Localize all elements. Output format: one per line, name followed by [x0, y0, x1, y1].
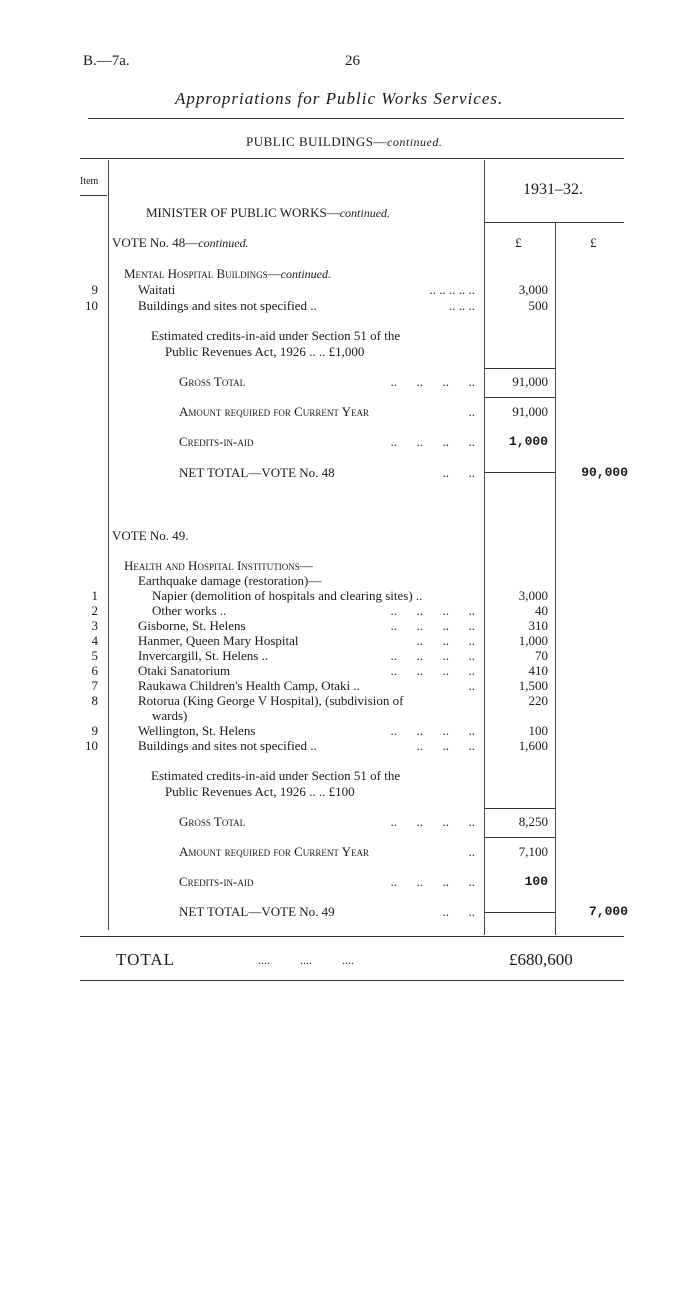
- vote-48-group-title: Mental Hospital Buildings—: [124, 266, 281, 281]
- leader-dots: ..: [468, 404, 475, 419]
- amount-required-amount: 7,100: [518, 844, 548, 859]
- minister-continued: continued.: [339, 206, 391, 220]
- credits-note-line-1: Estimated credits-in-aid under Section 51 of the: [151, 328, 401, 343]
- credits-note-line-2: Public Revenues Act, 1926 .. .. £1,000: [165, 344, 365, 359]
- item-number: 1: [91, 588, 98, 603]
- item-label: Waitati: [138, 282, 176, 297]
- credits-note-line-2: Public Revenues Act, 1926 .. .. £100: [165, 784, 355, 799]
- credits-in-aid-amount: 100: [524, 874, 548, 889]
- vote-48-title: VOTE No. 48—: [112, 235, 199, 250]
- leader-dots: .. .. .. ..: [390, 374, 475, 389]
- item-label: Other works ..: [152, 603, 227, 618]
- item-label: Gisborne, St. Helens: [138, 618, 246, 633]
- vote-49-group-heading: Health and Hospital Institutions—: [124, 558, 313, 573]
- leader-dots: .. .. ..: [416, 633, 475, 648]
- item-number: 9: [91, 723, 98, 738]
- item-amount: 1,500: [518, 678, 548, 693]
- amount-column-rule-1: [484, 160, 485, 935]
- leader-dots: .. .. .. ..: [390, 723, 475, 738]
- amount-required-label: Amount required for Current Year: [179, 844, 369, 859]
- item-column-label: Item: [80, 176, 99, 187]
- credits-in-aid-label: Credits-in-aid: [179, 874, 254, 889]
- item-number: 3: [91, 618, 98, 633]
- net-total-amount: 90,000: [581, 465, 628, 480]
- gross-total-rule: [485, 808, 555, 809]
- vote-49-heading: VOTE No. 49.: [112, 528, 189, 543]
- gross-total-label: Gross Total: [179, 374, 246, 389]
- minister-heading: [146, 205, 390, 221]
- credits-in-aid-amount: 1,000: [508, 434, 548, 449]
- leader-dots: .. .. .. ..: [390, 603, 475, 618]
- leader-dots: .. .. .. ..: [390, 663, 475, 678]
- vote-49-subgroup-heading: Earthquake damage (restoration)—: [138, 573, 322, 588]
- item-number: 7: [91, 678, 98, 693]
- item-number: 8: [91, 693, 98, 708]
- item-label: Buildings and sites not specified ..: [138, 738, 317, 753]
- item-label: Otaki Sanatorium: [138, 663, 231, 678]
- gross-total-amount: 8,250: [518, 814, 548, 829]
- vote-48-group-continued: continued.: [280, 267, 331, 281]
- section-heading: [246, 134, 442, 150]
- leader-dots: .. ..: [442, 465, 475, 480]
- leader-dots: .. .. ..: [416, 738, 475, 753]
- item-number: 6: [91, 663, 98, 678]
- item-number: 9: [91, 282, 98, 297]
- grand-total-amount: £680,600: [509, 950, 573, 969]
- net-total-label: NET TOTAL—VOTE No. 49: [179, 904, 335, 919]
- net-total-label: NET TOTAL—VOTE No. 48: [179, 465, 335, 480]
- year-header-rule: [485, 222, 624, 223]
- net-total-rule: [485, 912, 555, 913]
- vote-48-heading: [112, 235, 249, 251]
- item-amount: 500: [528, 298, 548, 313]
- footer-rule: [80, 980, 624, 981]
- currency-symbol-2: £: [590, 235, 597, 250]
- credits-note-line-1: Estimated credits-in-aid under Section 51 of the: [151, 768, 401, 783]
- leader-dots: .. .. .. ..: [390, 814, 475, 829]
- item-amount: 40: [535, 603, 548, 618]
- document-reference: B.—7a.: [83, 53, 130, 69]
- section-name: PUBLIC BUILDINGS—: [246, 134, 388, 149]
- net-total-amount: 7,000: [588, 904, 628, 919]
- title-rule: [88, 118, 624, 119]
- minister-name: MINISTER OF PUBLIC WORKS—: [146, 205, 340, 220]
- net-total-rule: [485, 472, 555, 473]
- amount-required-rule: [485, 397, 555, 398]
- leader-dots: .. .. ..: [449, 298, 475, 313]
- item-number: 4: [91, 633, 98, 648]
- table-top-rule: [80, 158, 624, 159]
- item-amount: 3,000: [518, 588, 548, 603]
- section-continued: continued.: [387, 135, 443, 149]
- leader-dots: ..: [468, 844, 475, 859]
- item-amount: 1,000: [518, 633, 548, 648]
- amount-required-rule: [485, 837, 555, 838]
- item-amount: 410: [528, 663, 548, 678]
- leader-dots: .. .. .. ..: [390, 874, 475, 889]
- item-number: 5: [91, 648, 98, 663]
- leader-dots: .. .. .. .. ..: [429, 282, 475, 297]
- item-label-continued: wards): [152, 708, 188, 723]
- amount-required-label: Amount required for Current Year: [179, 404, 369, 419]
- gross-total-label: Gross Total: [179, 814, 246, 829]
- item-amount: 220: [528, 693, 548, 708]
- item-amount: 310: [528, 618, 548, 633]
- gross-total-amount: 91,000: [512, 374, 548, 389]
- grand-total-dots: .... .... ....: [258, 953, 354, 967]
- item-number: 2: [91, 603, 98, 618]
- gross-total-rule: [485, 368, 555, 369]
- leader-dots: .. .. .. ..: [390, 618, 475, 633]
- vote-48-continued: continued.: [198, 236, 249, 250]
- item-label: Raukawa Children's Health Camp, Otaki ..: [138, 678, 360, 693]
- amount-column-rule-2: [555, 222, 556, 935]
- currency-symbol-1: £: [515, 235, 522, 250]
- leader-dots: .. .. .. ..: [390, 648, 475, 663]
- leader-dots: ..: [468, 678, 475, 693]
- page-title: Appropriations for Public Works Services.: [175, 89, 504, 108]
- table-bottom-rule: [80, 936, 624, 937]
- item-label: Rotorua (King George V Hospital), (subdivision of: [138, 693, 404, 708]
- item-label: Napier (demolition of hospitals and clearing sites) ..: [152, 588, 423, 603]
- grand-total-label: TOTAL: [116, 950, 176, 969]
- item-number: 10: [85, 298, 98, 313]
- item-header-rule: [80, 195, 107, 196]
- leader-dots: .. .. .. ..: [390, 434, 475, 449]
- item-label: Hanmer, Queen Mary Hospital: [138, 633, 299, 648]
- amount-required-amount: 91,000: [512, 404, 548, 419]
- item-column-rule: [108, 160, 109, 930]
- vote-48-group-heading: [124, 266, 331, 282]
- item-label: Invercargill, St. Helens ..: [138, 648, 269, 663]
- item-amount: 1,600: [518, 738, 548, 753]
- item-amount: 100: [528, 723, 548, 738]
- item-label: Wellington, St. Helens: [138, 723, 256, 738]
- item-amount: 70: [535, 648, 548, 663]
- item-amount: 3,000: [518, 282, 548, 297]
- leader-dots: .. ..: [442, 904, 475, 919]
- item-label: Buildings and sites not specified ..: [138, 298, 317, 313]
- page-number: 26: [345, 53, 360, 69]
- item-number: 10: [85, 738, 98, 753]
- year-heading: 1931–32.: [523, 181, 583, 198]
- credits-in-aid-label: Credits-in-aid: [179, 434, 254, 449]
